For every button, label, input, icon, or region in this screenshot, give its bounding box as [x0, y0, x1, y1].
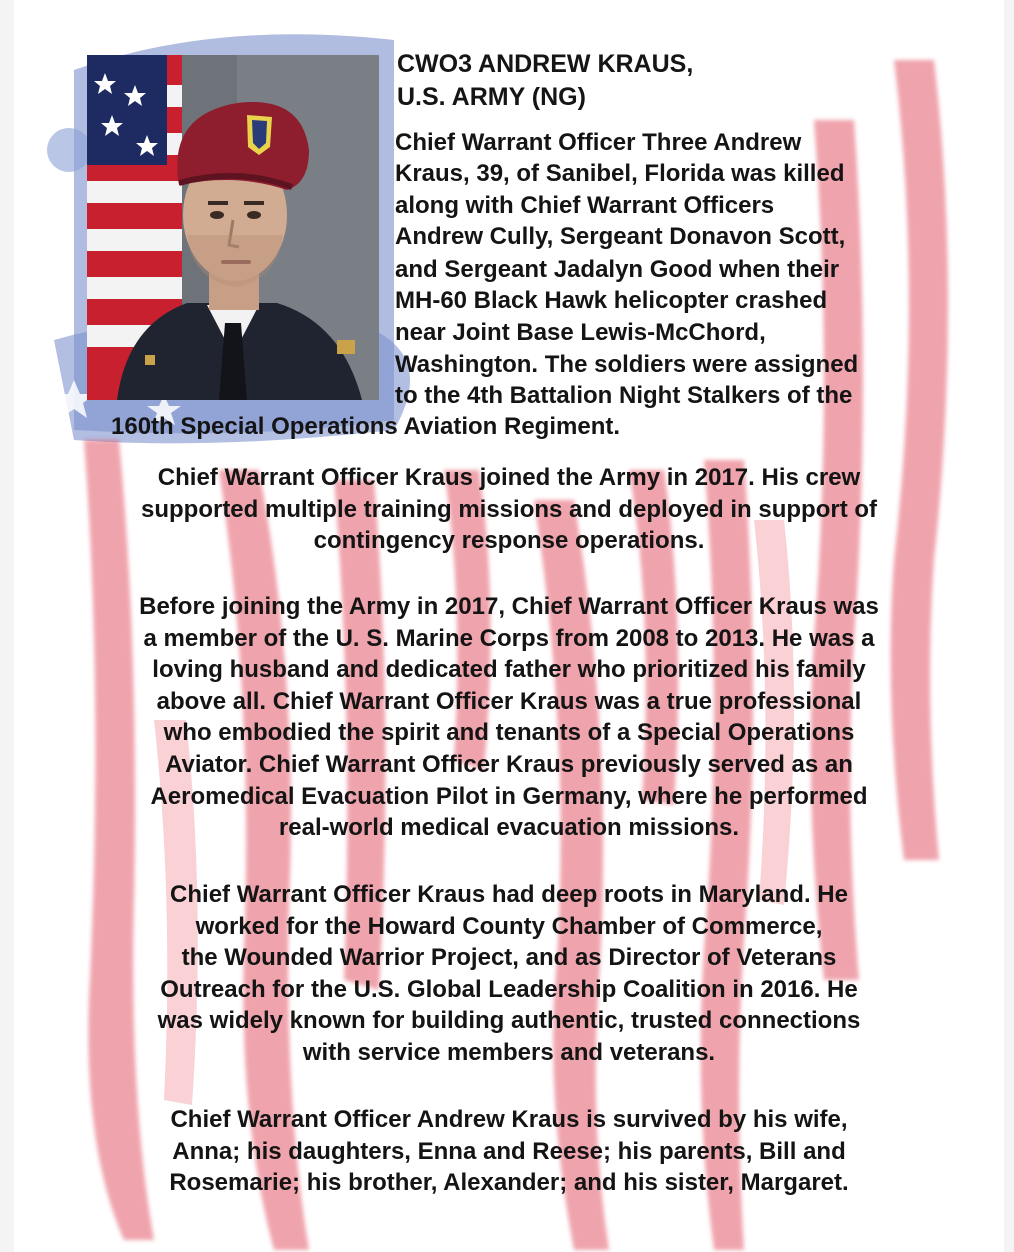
paragraph-line: Before joining the Army in 2017, Chief Warrant Officer Kraus was: [139, 593, 879, 620]
page-title-line-1: CWO3 ANDREW KRAUS,: [397, 50, 694, 78]
intro-line: Chief Warrant Officer Three Andrew: [395, 129, 802, 156]
paragraph-line: Chief Warrant Officer Kraus joined the Army in 2017. His crew: [157, 464, 861, 491]
page-title-line-2: U.S. ARMY (NG): [397, 83, 586, 111]
intro-line: and Sergeant Jadalyn Good when their: [395, 256, 840, 283]
paragraph-maryland: [74, 879, 944, 1069]
memorial-page: [14, 0, 1004, 1252]
intro-line: near Joint Base Lewis-McChord,: [395, 319, 766, 346]
paragraph-line: Rosemarie; his brother, Alexander; and his sister, Margaret.: [169, 1169, 849, 1197]
paragraph-line: loving husband and dedicated father who prioritized his family: [152, 656, 866, 684]
paragraph-line: real-world medical evacuation missions.: [278, 814, 740, 842]
paragraph-line: above all. Chief Warrant Officer Kraus was a true professional: [156, 687, 862, 715]
paragraph-line: contingency response operations.: [313, 527, 705, 555]
paragraph-background: [74, 591, 944, 844]
paragraph-service: [74, 462, 944, 557]
intro-line: Washington. The soldiers were assigned: [395, 351, 859, 378]
intro-line: Andrew Cully, Sergeant Donavon Scott,: [395, 223, 846, 250]
intro-line: along with Chief Warrant Officers: [395, 192, 775, 219]
paragraph-line: Aviator. Chief Warrant Officer Kraus previously served as an: [165, 750, 853, 778]
paragraph-line: with service members and veterans.: [302, 1038, 716, 1066]
paragraph-line: the Wounded Warrior Project, and as Director of Veterans: [181, 944, 837, 972]
paragraph-line: Chief Warrant Officer Kraus had deep roots in Maryland. He: [170, 881, 848, 908]
paragraph-line: Chief Warrant Officer Andrew Kraus is survived by his wife,: [170, 1106, 848, 1133]
paragraph-line: Aeromedical Evacuation Pilot in Germany, where he performed: [150, 782, 868, 810]
paragraph-line: supported multiple training missions and deployed in support of: [140, 495, 878, 523]
paragraph-line: Outreach for the U.S. Global Leadership Coalition in 2016. He: [160, 975, 858, 1003]
intro-line: MH-60 Black Hawk helicopter crashed: [395, 287, 828, 314]
paragraph-line: was widely known for building authentic, trusted connections: [157, 1007, 861, 1035]
paragraph-line: who embodied the spirit and tenants of a Special Operations: [163, 719, 855, 747]
intro-line: Kraus, 39, of Sanibel, Florida was killed: [395, 160, 845, 187]
paragraph-line: a member of the U. S. Marine Corps from 2008 to 2013. He was a: [143, 624, 875, 652]
paragraph-line: Anna; his daughters, Enna and Reese; his parents, Bill and: [172, 1137, 846, 1165]
paragraph-line: worked for the Howard County Chamber of Commerce,: [195, 912, 823, 940]
paragraph-survivors: [74, 1104, 944, 1199]
intro-line: 160th Special Operations Aviation Regiment.: [111, 413, 621, 440]
intro-line: to the 4th Battalion Night Stalkers of the: [395, 382, 853, 409]
